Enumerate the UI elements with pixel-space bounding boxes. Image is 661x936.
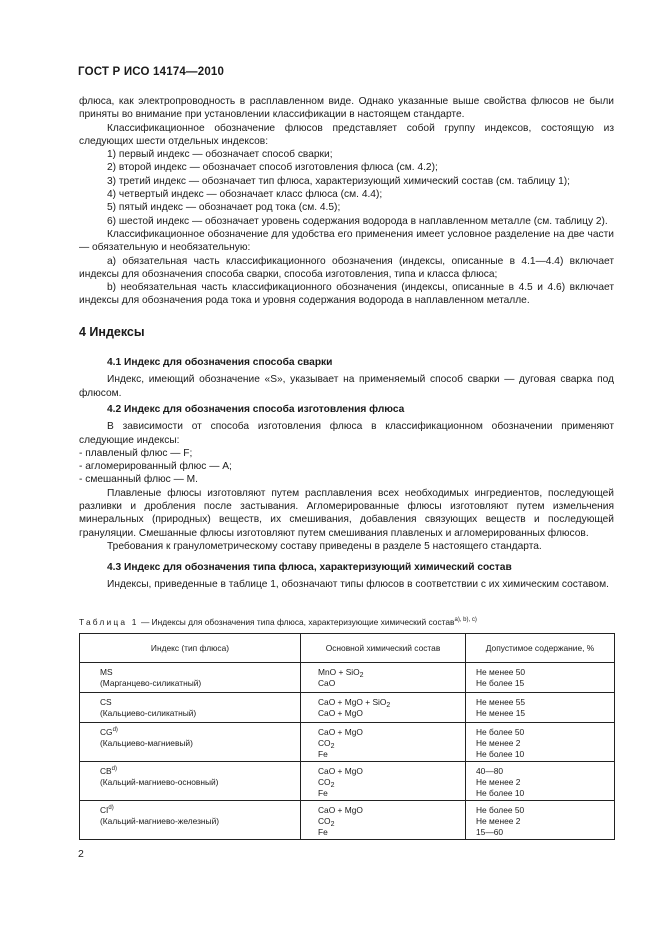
table-row [80, 663, 615, 693]
composition-cell [301, 801, 466, 840]
paragraph: Классификационное обозначение для удобства его применения имеет условное разделение на две части — обязательную и необязательную: [79, 228, 614, 254]
table-row [80, 723, 615, 762]
composition-line: Fe [318, 827, 328, 837]
table-row [80, 801, 615, 840]
composition-line: CaO + MgO [318, 766, 363, 776]
content-line: Не менее 2 [476, 738, 521, 748]
composition-line: CaO + MgO [318, 727, 363, 737]
flux-type-name: (Кальций-магниево-основный) [100, 777, 219, 787]
content-line: Не менее 55 [476, 697, 526, 707]
section-4-1 [79, 356, 614, 400]
column-header-composition: Основной химический состав [301, 634, 466, 663]
content-line: 15—60 [476, 827, 504, 837]
content-line: Не менее 50 [476, 667, 526, 677]
flux-index-cell [80, 693, 301, 723]
content-cell [466, 762, 615, 801]
section-title: 4 Индексы [79, 325, 145, 339]
composition-line: CaO [318, 678, 336, 688]
subsection-title: 4.3 Индекс для обозначения типа флюса, характеризующий химический состав [107, 562, 512, 573]
flux-index-cell [80, 801, 301, 840]
table-row [80, 693, 615, 723]
composition-line: CaO + MgO [318, 805, 363, 815]
section-4-3 [79, 561, 614, 592]
content-line: Не менее 2 [476, 777, 521, 787]
content-cell [466, 801, 615, 840]
flux-code: CI$^{d)}$ [100, 805, 114, 815]
table-caption-text: — Индексы для обозначения типа флюса, характеризующие химический состав [138, 617, 455, 627]
content-line: Не более 10 [476, 788, 525, 798]
paragraph: Индексы, приведенные в таблице 1, обозначают типы флюсов в соответствии с их химическим составом. [107, 579, 609, 591]
paragraph: Плавленые флюсы изготовляют путем расплавления всех необходимых ингредиентов, последующей разливки и дробления после застывания. Агломерированные флюсы изготовляют путем измельчения минеральных (природных) веществ, их смешивания, добавления связующих веществ и последующей грануляции. Смешанные флюсы изготовляют путем смешивания плавленых и агломерированных флюсов. [79, 487, 614, 539]
paragraph: Классификационное обозначение флюсов представляет собой группу индексов, состоящую из следующих шести отдельных индексов: [79, 122, 614, 147]
content-line: Не более 15 [476, 678, 525, 688]
flux-code: CS [100, 697, 112, 707]
footnote-ref: d) [112, 727, 118, 733]
list-item: - агломерированный флюс — А; [79, 461, 232, 473]
content-line: Не менее 2 [476, 816, 521, 826]
flux-index-cell [80, 663, 301, 693]
intro-text [79, 95, 614, 308]
flux-type-name: (Кальциево-магниевый) [100, 738, 193, 748]
composition-line: CaO + MgO + SiO$_2$ [318, 697, 391, 709]
footnote-ref: d) [111, 766, 117, 772]
flux-type-name: (Кальциево-силикатный) [100, 708, 197, 718]
composition-line: Fe [318, 788, 328, 798]
table-body [80, 663, 615, 840]
subsection-title: 4.2 Индекс для обозначения способа изготовления флюса [107, 404, 405, 415]
content-cell [466, 723, 615, 762]
composition-cell [301, 723, 466, 762]
section-4-2 [79, 403, 614, 553]
composition-line: CaO + MgO [318, 708, 363, 718]
paragraph: флюса, как электропроводность в расплавленном виде. Однако указанные выше свойства флюсов не были приняты во внимание при установлении классификации в настоящем стандарте. [79, 96, 614, 121]
composition-cell [301, 762, 466, 801]
column-header-content: Допустимое содержание, % [466, 634, 615, 663]
paragraph: В зависимости от способа изготовления флюса в классификационном обозначении применяют следующие индексы: [79, 421, 614, 446]
content-line: Не менее 15 [476, 708, 526, 718]
flux-code: MS [100, 667, 113, 677]
list-item: b) необязательная часть классификационного обозначения (индексы, описанные в 4.5 и 4.6) включает индексы для обозначения рода тока и уровня содержания водорода в наплавленном металле. [79, 282, 614, 307]
flux-code: CG$^{d)}$ [100, 727, 118, 737]
content-line: Не более 50 [476, 727, 525, 737]
table-caption-lead: Таблица 1 [79, 617, 139, 627]
section-4 [79, 326, 614, 339]
list-item: 4) четвертый индекс — обозначает класс флюса (см. 4.4); [107, 189, 383, 201]
list-item: 5) пятый индекс — обозначает род тока (см. 4.5); [107, 202, 341, 214]
flux-type-name: (Кальций-магниево-железный) [100, 816, 220, 826]
composition-line: $CO_2$ [318, 816, 335, 828]
list-item: - смешанный флюс — М. [79, 474, 198, 486]
list-item: - плавленый флюс — F; [79, 447, 193, 459]
list-item: 6) шестой индекс — обозначает уровень содержания водорода в наплавленном металле (см. таблицу 2). [107, 215, 608, 227]
content-line: 40—80 [476, 766, 504, 776]
table-caption [79, 617, 619, 627]
content-cell [466, 693, 615, 723]
list-item: 3) третий индекс — обозначает тип флюса, характеризующий химический состав (см. таблицу 1); [107, 175, 570, 187]
subsection-title: 4.1 Индекс для обозначения способа сварки [107, 357, 333, 368]
flux-index-table [79, 633, 615, 840]
flux-index-cell [80, 762, 301, 801]
footnote-ref: d) [108, 805, 114, 811]
composition-cell [301, 693, 466, 723]
composition-line: $CO_2$ [318, 738, 335, 750]
composition-line: Fe [318, 749, 328, 759]
content-line: Не более 10 [476, 749, 525, 759]
table-row [80, 762, 615, 801]
flux-index-cell [80, 723, 301, 762]
table-header-row [80, 634, 615, 663]
composition-line: MnO + SiO$_2$ [318, 667, 364, 679]
table-caption-notes: а), b), c) [454, 617, 477, 623]
flux-type-name: (Марганцево-силикатный) [100, 678, 202, 688]
flux-code: CB$^{d)}$ [100, 766, 117, 776]
list-item: a) обязательная часть классификационного обозначения (индексы, описанные в 4.1—4.4) включает индексы для обозначения способа сварки, способа изготовления, типа и класса флюса; [79, 255, 614, 280]
paragraph: Требования к гранулометрическому составу приведены в разделе 5 настоящего стандарта. [107, 540, 542, 552]
list-item: 2) второй индекс — обозначает способ изготовления флюса (см. 4.2); [107, 162, 438, 174]
content-cell [466, 663, 615, 693]
page-number: 2 [78, 848, 84, 860]
document-header: ГОСТ Р ИСО 14174—2010 [78, 66, 225, 78]
column-header-index: Индекс (тип флюса) [80, 634, 301, 663]
content-line: Не более 50 [476, 805, 525, 815]
composition-cell [301, 663, 466, 693]
composition-line: $CO_2$ [318, 777, 335, 789]
list-item: 1) первый индекс — обозначает способ сварки; [107, 149, 333, 161]
paragraph: Индекс, имеющий обозначение «S», указывает на применяемый способ сварки — дуговая сварка под флюсом. [79, 374, 614, 399]
